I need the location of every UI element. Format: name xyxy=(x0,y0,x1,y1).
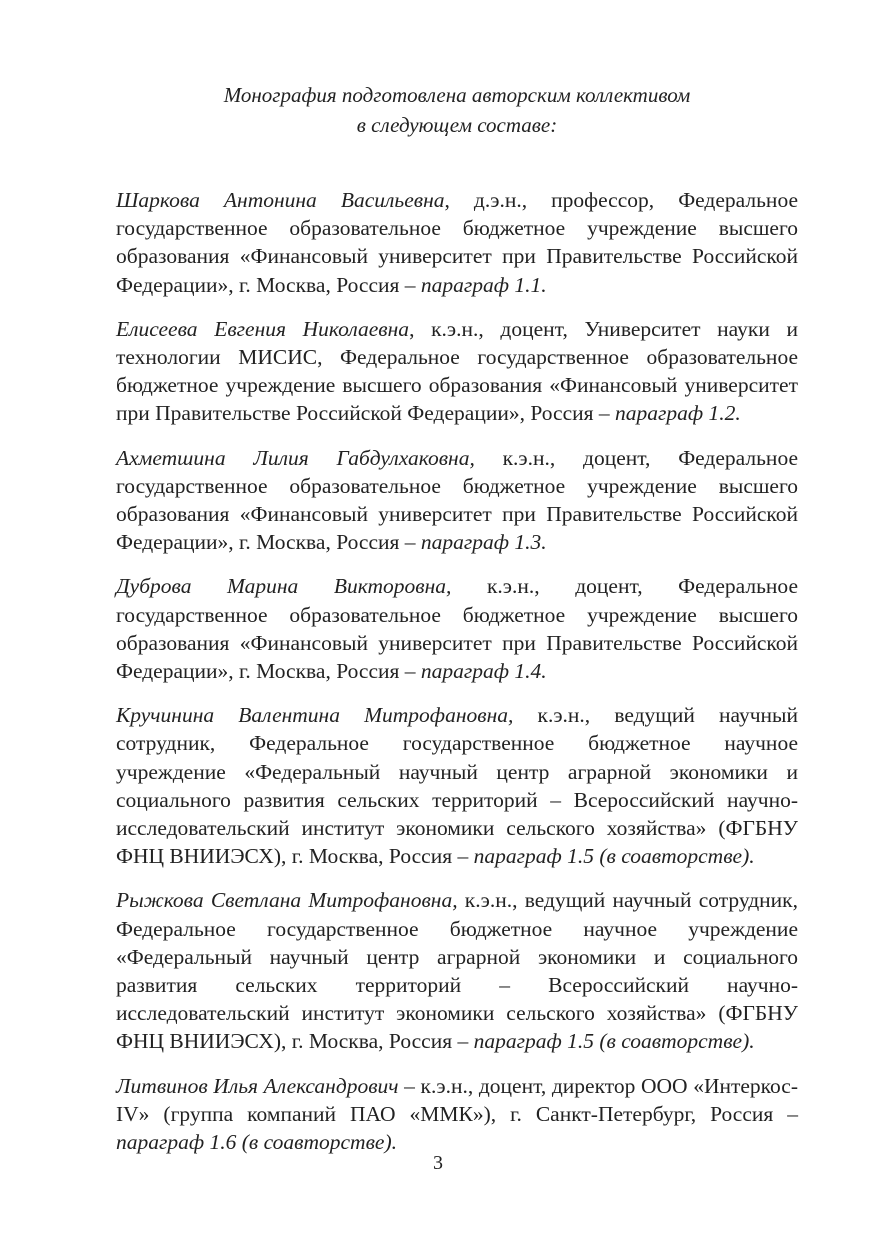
author-details: к.э.н., доцент, Федеральное государственное образовательное бюджетное учреждение высшего образования «Финансовый университет при Правительстве Российской Федерации», г. Москва, Россия – xyxy=(116,574,798,684)
author-entry-dubrova xyxy=(116,572,798,685)
author-name: Кручинина Валентина Митрофановна, xyxy=(116,703,514,728)
heading-line-2: в следующем составе: xyxy=(356,113,558,137)
author-entry-eliseeva xyxy=(116,315,798,428)
author-entry-ryzhkova xyxy=(116,886,798,1055)
author-details: , д.э.н., профессор, Федеральное государственное образовательное бюджетное учреждение высшего образования «Финансовый университет при Правительстве Российской Федерации», г. Москва, Россия – xyxy=(116,188,798,297)
author-section: параграф 1.1. xyxy=(420,272,547,297)
author-name: Литвинов Илья Александрович xyxy=(116,1073,399,1098)
document-page xyxy=(116,80,798,1172)
author-name: Ахметшина Лилия Габдулхаковна, xyxy=(116,445,475,470)
monograph-heading xyxy=(116,80,798,140)
author-section: параграф 1.3. xyxy=(420,530,547,555)
author-section: параграф 1.2. xyxy=(615,401,741,426)
author-name: Дуброва Марина Викторовна, xyxy=(116,574,452,599)
author-details: – к.э.н., доцент, директор ООО «Интеркос-IV» (группа компаний ПАО «ММК»), г. Санкт-Петербург, Россия – xyxy=(116,1073,799,1126)
author-entry-akhmetshina xyxy=(116,444,798,557)
author-entry-litvinov xyxy=(116,1072,798,1157)
author-section: параграф 1.4. xyxy=(420,659,547,684)
heading-line-1: Монография подготовлена авторским коллективом xyxy=(223,83,691,107)
author-entry-kruchinina xyxy=(116,701,798,870)
author-name: Шаркова Антонина Васильевна xyxy=(116,188,445,212)
author-details: к.э.н., ведущий научный сотрудник, Федеральное государственное бюджетное научное учреждение «Федеральный научный центр аграрной экономики и социального развития сельских территорий – Всероссийский научно-исследовательский институт экономики сельского хозяйства» (ФГБНУ ФНЦ ВНИИЭСХ), г. Москва, Россия – xyxy=(116,888,798,1054)
author-entry-sharkova xyxy=(116,186,798,299)
author-details: к.э.н., доцент, Федеральное государственное образовательное бюджетное учреждение высшего образования «Финансовый университет при Правительстве Российской Федерации», г. Москва, Россия – xyxy=(116,445,798,555)
author-details: , к.э.н., доцент, Университет науки и технологии МИСИС, Федеральное государственное образовательное бюджетное учреждение высшего образования «Финансовый университет при Правительстве Российской Федерации», Россия – xyxy=(116,316,798,426)
author-name: Рыжкова Светлана Митрофановна, xyxy=(116,888,458,913)
page-number: 3 xyxy=(433,1152,443,1174)
author-name: Елисеева Евгения Николаевна xyxy=(116,316,410,341)
author-section: параграф 1.5 (в соавторстве). xyxy=(473,844,755,869)
author-details: к.э.н., ведущий научный сотрудник, Федеральное государственное бюджетное научное учреждение «Федеральный научный центр аграрной экономики и социального развития сельских территорий – Всероссийский научно-исследовательский институт экономики сельского хозяйства» (ФГБНУ ФНЦ ВНИИЭСХ), г. Москва, Россия – xyxy=(116,703,798,869)
author-section: параграф 1.6 (в соавторстве). xyxy=(116,1130,397,1155)
author-section: параграф 1.5 (в соавторстве). xyxy=(473,1029,755,1054)
